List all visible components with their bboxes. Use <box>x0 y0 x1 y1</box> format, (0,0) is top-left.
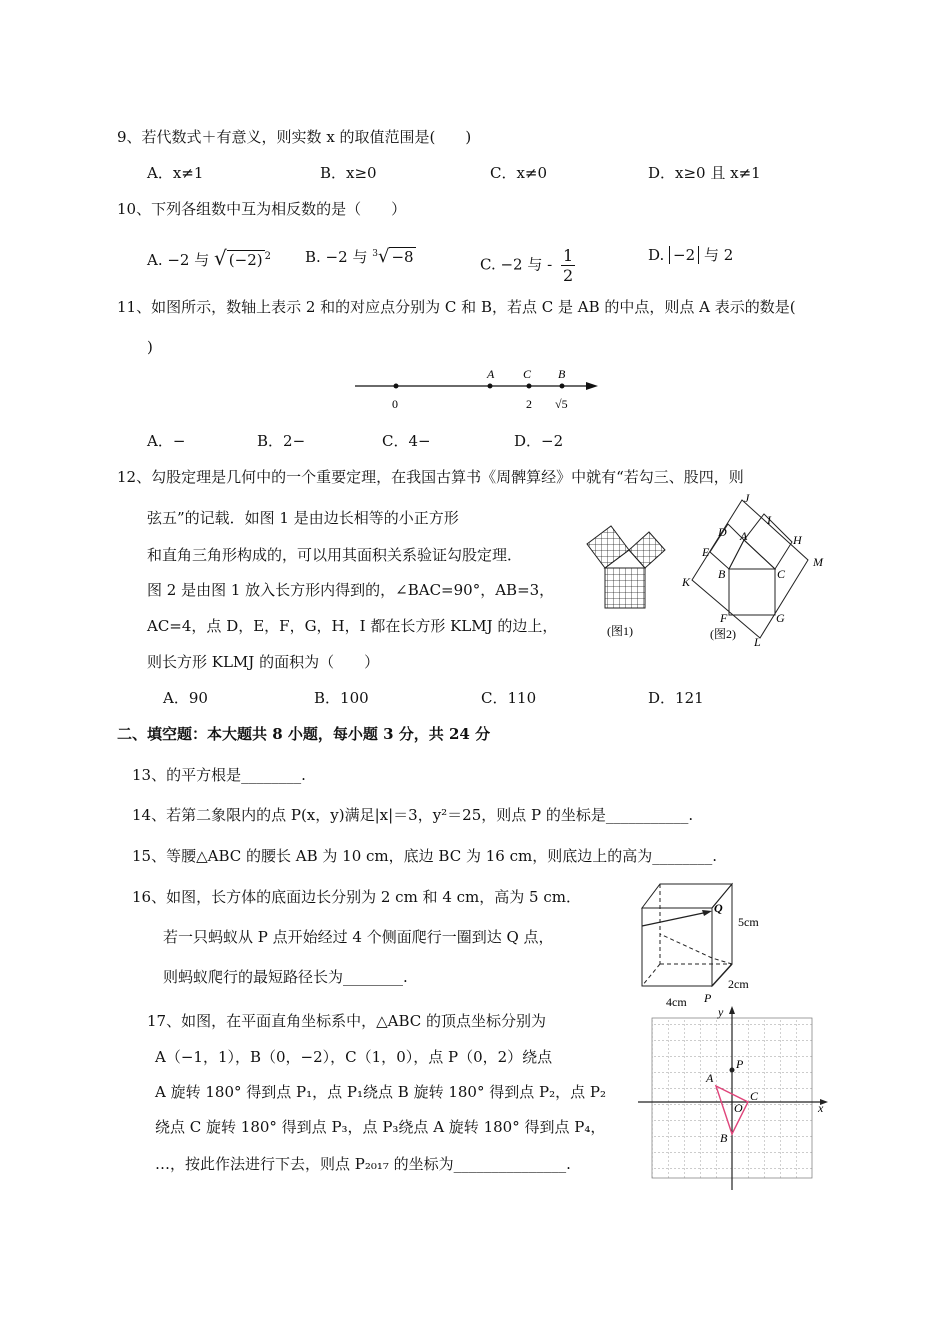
coordinate-grid-figure <box>636 1005 836 1198</box>
q12-line-1: 12、勾股定理是几何中的一个重要定理，在我国古算书《周髀算经》中就有“若勾三、股四，则 <box>117 468 744 486</box>
q9-option-b: B．x≥0 <box>320 164 377 182</box>
cuboid-front-face <box>642 908 712 986</box>
q16-line-1: 16、如图，长方体的底面边长分别为 2 cm 和 4 cm，高为 5 cm． <box>132 888 581 906</box>
q10-option-a-prefix: A. −2 与 <box>147 251 210 269</box>
label-c: C <box>777 567 786 581</box>
q12-option-c: C．110 <box>481 689 537 707</box>
q10-option-a-exponent: 2 <box>264 251 271 262</box>
label-c: C <box>750 1089 759 1103</box>
figure-2-caption: (图2) <box>710 627 736 641</box>
ant-path-2 <box>712 958 732 964</box>
point-a <box>488 384 493 389</box>
square-on-ab <box>710 524 744 569</box>
q14-text: 14、若第二象限内的点 P(x，y)满足|x|＝3，y²＝25，则点 P 的坐标是___________. <box>132 806 694 824</box>
q10-option-c-prefix: C. −2 与 - <box>480 255 553 274</box>
label-m: M <box>813 555 823 569</box>
sqrt-sign-icon: √ <box>214 246 227 270</box>
q9-option-d: D．x≥0 且 x≠1 <box>648 164 761 182</box>
label-sqrt5: √5 <box>555 397 568 411</box>
q10-option-d-absolute: −2 <box>669 246 699 264</box>
leg-square-a <box>587 526 629 568</box>
label-k: K <box>682 575 691 589</box>
pythagoras-figure-2 <box>680 492 830 650</box>
q12-line-2: 弦五”的记载．如图 1 是由边长相等的小正方形 <box>147 509 459 527</box>
q11-option-d: D．−2 <box>514 432 564 450</box>
label-a: A <box>740 529 748 543</box>
pythagoras-figure-1 <box>583 520 673 645</box>
cuboid-side-face <box>712 884 732 986</box>
q9-stem: 9、若代数式＋有意义，则实数 x 的取值范围是( ) <box>117 128 472 146</box>
point-b <box>560 384 565 389</box>
q12-line-4: 图 2 是由图 1 放入长方形内得到的，∠BAC=90°，AB=3， <box>147 581 555 599</box>
point-origin <box>394 384 399 389</box>
leg-square-b <box>629 532 665 568</box>
q17-line-5: …，按此作法进行下去，则点 P₂₀₁₇ 的坐标为_______________. <box>155 1155 571 1173</box>
hypotenuse-square <box>605 568 645 608</box>
q12-option-d: D．121 <box>648 689 704 707</box>
q13-text: 13、的平方根是________. <box>132 766 306 784</box>
label-x: x <box>818 1101 824 1115</box>
square-bcgf <box>729 569 775 615</box>
label-a: A <box>487 367 495 381</box>
q10-stem: 10、下列各组数中互为相反数的是（ ） <box>117 200 407 218</box>
q11-option-b: B．2− <box>257 432 306 450</box>
q15-text: 15、等腰△ABC 的腰长 AB 为 10 cm，底边 BC 为 16 cm，则底边上的高为________. <box>132 847 717 865</box>
q17-line-1: 17、如图，在平面直角坐标系中，△ABC 的顶点坐标分别为 <box>147 1012 547 1030</box>
q10-option-d <box>648 246 733 264</box>
label-o: O <box>734 1101 743 1115</box>
label-b: B <box>720 1131 728 1145</box>
label-q: Q <box>714 901 723 915</box>
q10-option-d-suffix: 与 2 <box>703 246 734 264</box>
hidden-edge-depth <box>642 964 660 986</box>
label-two: 2 <box>526 397 532 411</box>
point-c <box>527 384 532 389</box>
label-g: G <box>776 611 785 625</box>
q11-option-c: C．4− <box>382 432 431 450</box>
q10-option-c-denominator: 2 <box>562 266 574 286</box>
ant-path-3 <box>660 934 712 958</box>
label-d: D <box>718 525 727 539</box>
q17-line-2: A（−1，1），B（0，−2），C（1，0），点 P（0，2）绕点 <box>155 1048 553 1066</box>
label-p: P <box>736 1057 744 1071</box>
q12-line-6: 则长方形 KLMJ 的面积为（ ） <box>147 653 380 671</box>
label-depth: 2cm <box>728 977 749 991</box>
ant-path-4 <box>642 912 708 926</box>
arrowhead-icon <box>702 910 712 916</box>
label-p: P <box>704 991 712 1005</box>
q12-option-a: A．90 <box>163 689 208 707</box>
q9-option-a: A．x≠1 <box>147 164 204 182</box>
q12-line-3: 和直角三角形构成的，可以用其面积关系验证勾股定理． <box>147 546 523 564</box>
label-e: E <box>702 545 710 559</box>
q10-option-d-prefix: D. <box>648 246 665 264</box>
q10-option-b-radicand: −8 <box>391 248 414 266</box>
label-c: C <box>523 367 532 381</box>
q11-option-a: A．− <box>147 432 186 450</box>
q10-option-b <box>305 246 416 268</box>
q17-line-4: 绕点 C 旋转 180° 得到点 P₃，点 P₃绕点 A 旋转 180° 得到点 P₄， <box>155 1118 606 1136</box>
triangle-abc <box>729 540 775 569</box>
label-height: 5cm <box>738 915 759 929</box>
q11-stem-continued: ) <box>147 338 153 356</box>
label-j: J <box>744 491 750 505</box>
q12-line-5: AC=4，点 D，E，F，G，H，I 都在长方形 KLMJ 的边上， <box>147 617 558 635</box>
q16-line-3: 则蚂蚁爬行的最短路径长为________. <box>163 968 408 986</box>
q10-option-c <box>480 246 575 285</box>
label-zero: 0 <box>392 397 398 411</box>
label-l: L <box>754 635 761 649</box>
q10-option-b-prefix: B. −2 与 <box>305 248 368 266</box>
label-i: I <box>767 513 771 527</box>
label-b: B <box>718 567 726 581</box>
y-axis-arrow-icon <box>729 1006 735 1014</box>
section-2-heading: 二、填空题：本大题共 8 小题，每小题 3 分，共 24 分 <box>117 725 491 743</box>
figure-1-caption: (图1) <box>607 624 633 638</box>
cuboid-figure <box>630 878 770 1010</box>
q17-line-3: A 旋转 180° 得到点 P₁，点 P₁绕点 B 旋转 180° 得到点 P₂，点 P₂ <box>155 1083 606 1101</box>
q10-option-c-numerator: 1 <box>562 246 574 265</box>
q16-line-2: 若一只蚂蚁从 P 点开始经过 4 个侧面爬行一圈到达 Q 点， <box>163 928 554 946</box>
label-h: H <box>793 533 802 547</box>
label-b: B <box>558 367 566 381</box>
q10-option-a <box>147 246 271 270</box>
number-line-figure <box>350 362 600 412</box>
label-width: 4cm <box>666 995 687 1009</box>
q12-option-b: B．100 <box>314 689 369 707</box>
q9-option-c: C．x≠0 <box>490 164 548 182</box>
q11-stem: 11、如图所示，数轴上表示 2 和的对应点分别为 C 和 B，若点 C 是 AB 的中点，则点 A 表示的数是( <box>117 298 796 316</box>
q10-option-b-index: 3 <box>372 249 378 259</box>
label-f: F <box>720 611 728 625</box>
arrow-right-icon <box>586 382 598 390</box>
q10-option-a-radicand: (−2) <box>228 251 263 269</box>
label-a: A <box>706 1071 714 1085</box>
sqrt-sign-icon: √ <box>377 246 390 267</box>
label-y: y <box>718 1005 724 1019</box>
point-p <box>730 1068 735 1073</box>
